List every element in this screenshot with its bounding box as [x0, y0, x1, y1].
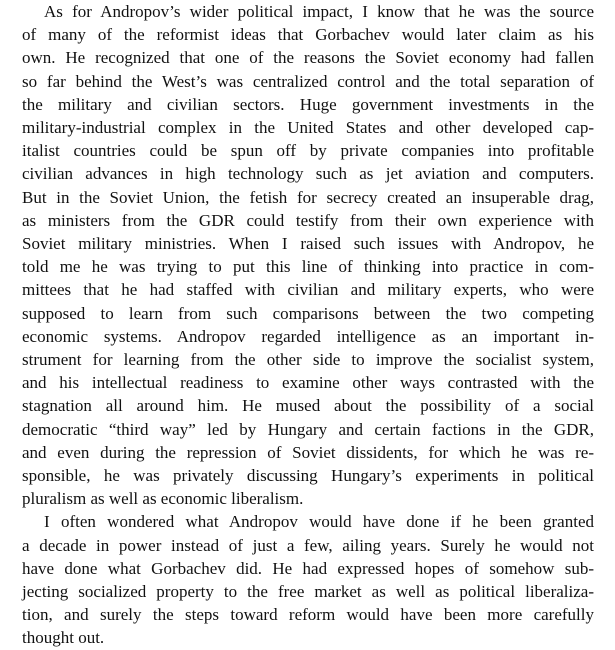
text-line: Soviet military ministries. When I raised such issues with Andropov, he	[22, 234, 594, 254]
text-line: a decade in power instead of just a few, ailing years. Surely he would not	[22, 535, 594, 555]
text-line: sponsible, he was privately discussing Hungary’s experiments in political	[22, 466, 594, 486]
text-line: I often wondered what Andropov would have done if he been granted	[44, 512, 594, 532]
text-line: But in the Soviet Union, the fetish for secrecy created an insuperable drag,	[22, 187, 594, 207]
text-line: pluralism as well as economic liberalism.	[22, 489, 304, 509]
text-line: thought out.	[22, 628, 105, 648]
text-line: stagnation all around him. He mused about the possibility of a social	[22, 396, 594, 416]
text-line: told me he was trying to put this line of thinking into practice in com-	[22, 257, 594, 277]
text-line: so far behind the West’s was centralized control and the total separation of	[22, 71, 594, 91]
text-line: of many of the reformist ideas that Gorbachev would later claim as his	[22, 25, 594, 45]
text-line: as ministers from the GDR could testify from their own experience with	[22, 210, 594, 230]
text-line: the military and civilian sectors. Huge government investments in the	[22, 94, 594, 114]
text-line: strument for learning from the other side to improve the socialist system,	[22, 350, 594, 370]
text-line: and his intellectual readiness to examine other ways contrasted with the	[22, 373, 594, 393]
text-line: civilian advances in high technology such as jet aviation and computers.	[22, 164, 594, 184]
text-line: mittees that he had staffed with civilian and military experts, who were	[22, 280, 594, 300]
text-line: have done what Gorbachev did. He had expressed hopes of somehow sub-	[22, 558, 594, 578]
text-line: italist countries could be spun off by private companies into profitable	[22, 141, 594, 161]
paragraph-1	[22, 0, 594, 510]
text-line: military-industrial complex in the United States and other developed cap-	[22, 118, 594, 138]
text-line: tion, and surely the steps toward reform would have been more carefully	[22, 605, 594, 625]
text-line: and even during the repression of Soviet dissidents, for which he was re-	[22, 442, 594, 462]
text-line: democratic “third way” led by Hungary and certain factions in the GDR,	[22, 419, 594, 439]
text-line: supposed to learn from such comparisons between the two competing	[22, 303, 594, 323]
text-line: jecting socialized property to the free market as well as political liberaliza-	[22, 582, 594, 602]
text-line: own. He recognized that one of the reasons the Soviet economy had fallen	[22, 48, 594, 68]
paragraph-2	[22, 510, 594, 649]
text-line: economic systems. Andropov regarded intelligence as an important in-	[22, 326, 594, 346]
text-line: As for Andropov’s wider political impact, I know that he was the source	[44, 2, 594, 21]
document-page	[22, 0, 594, 650]
